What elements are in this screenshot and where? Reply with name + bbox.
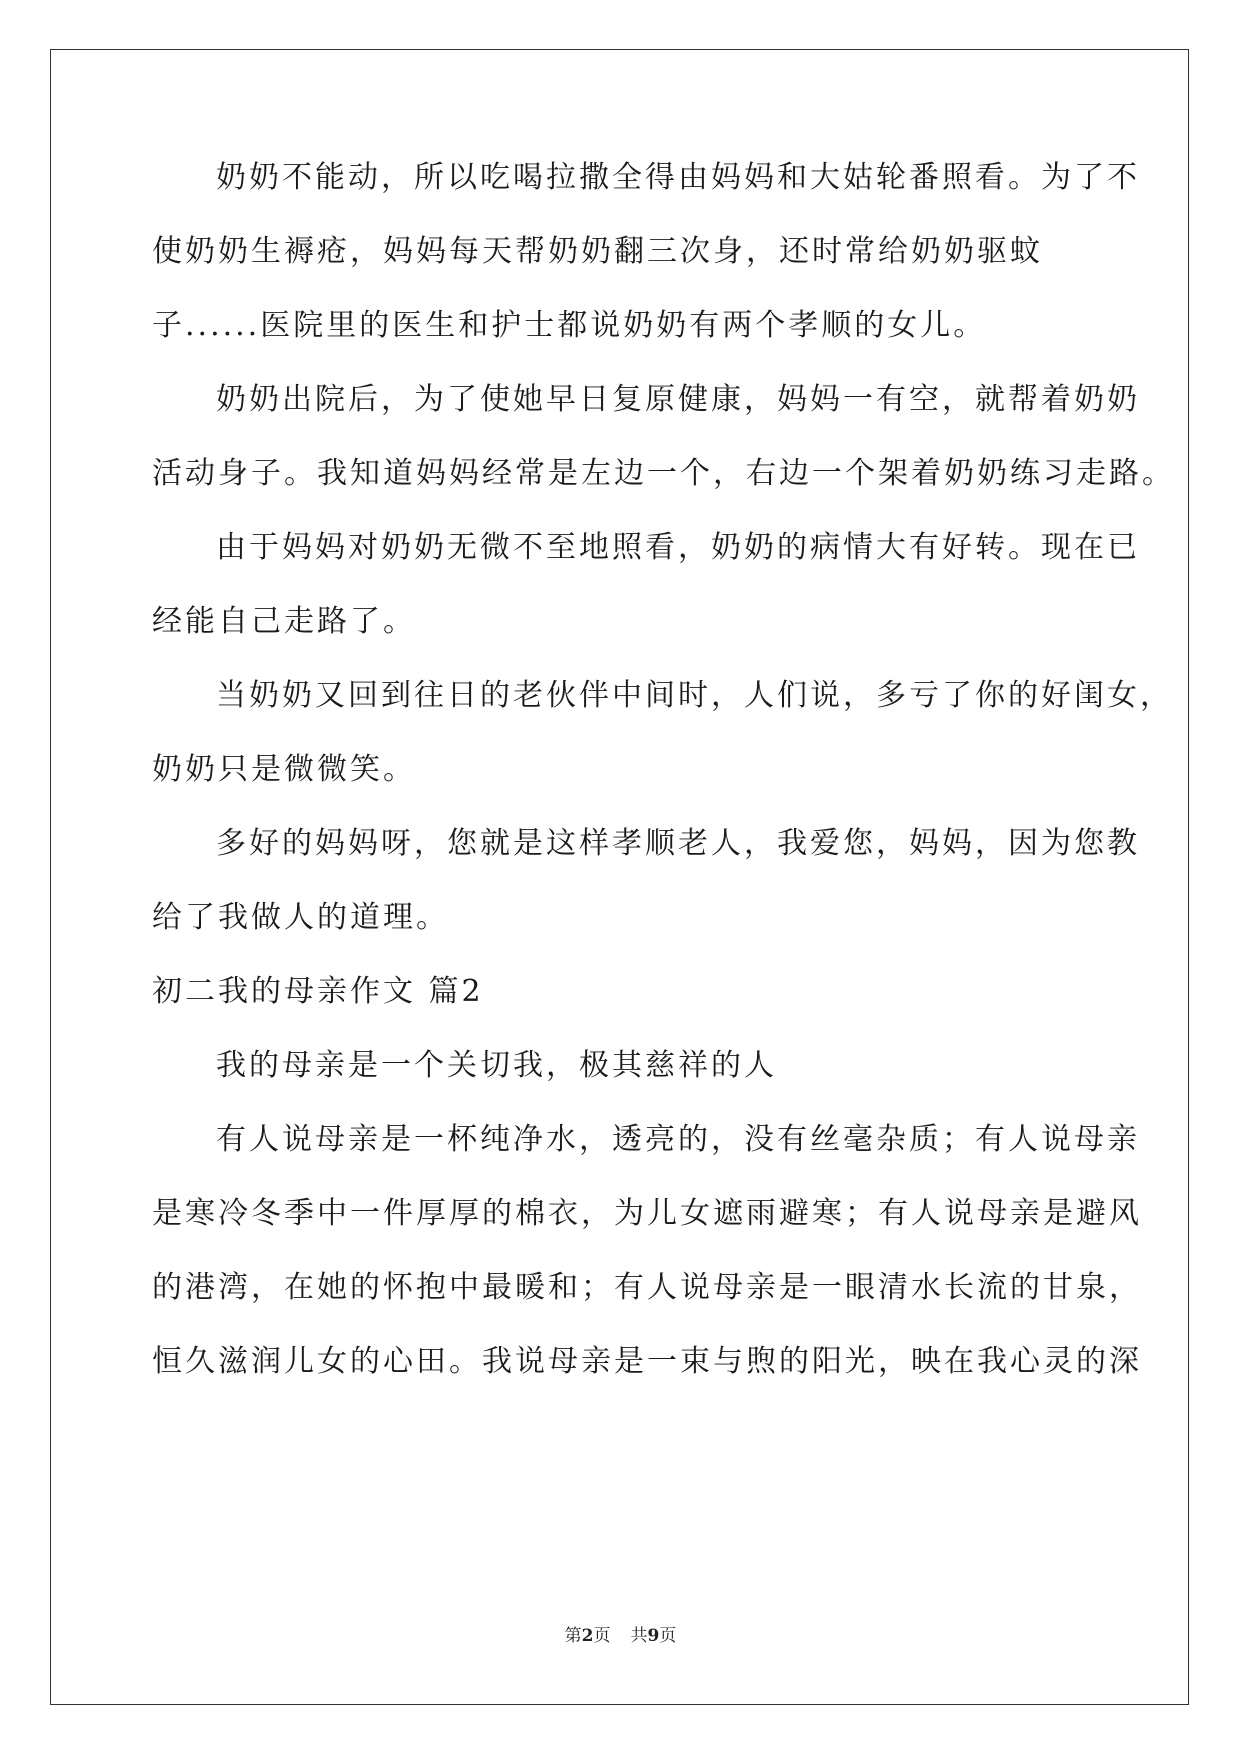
text-line: 经能自己走路了。 — [152, 604, 416, 639]
text-line: 恒久滋润儿女的心田。我说母亲是一束与煦的阳光，映在我心灵的深 — [152, 1344, 1142, 1379]
text-line: 有人说母亲是一杯纯净水，透亮的，没有丝毫杂质；有人说母亲 — [216, 1122, 1140, 1157]
text-line: 子......医院里的医生和护士都说奶奶有两个孝顺的女儿。 — [152, 308, 987, 343]
text-line: 由于妈妈对奶奶无微不至地照看，奶奶的病情大有好转。现在已 — [216, 530, 1140, 565]
text-line: 多好的妈妈呀，您就是这样孝顺老人，我爱您，妈妈，因为您教 — [216, 826, 1140, 861]
total-suffix: 页 — [659, 1626, 677, 1646]
text-line: 的港湾，在她的怀抱中最暖和；有人说母亲是一眼清水长流的甘泉， — [152, 1270, 1142, 1305]
text-line: 活动身子。我知道妈妈经常是左边一个，右边一个架着奶奶练习走路。 — [152, 456, 1175, 491]
text-line: 给了我做人的道理。 — [152, 900, 449, 935]
text-line: 奶奶只是微微笑。 — [152, 752, 416, 787]
text-line: 奶奶不能动，所以吃喝拉撒全得由妈妈和大姑轮番照看。为了不 — [216, 160, 1140, 195]
text-line: 我的母亲是一个关切我，极其慈祥的人 — [216, 1048, 777, 1083]
text-line: 是寒冷冬季中一件厚厚的棉衣，为儿女遮雨避寒；有人说母亲是避风 — [152, 1196, 1142, 1231]
page-footer — [0, 1625, 1241, 1647]
text-line: 使奶奶生褥疮，妈妈每天帮奶奶翻三次身，还时常给奶奶驱蚊 — [152, 234, 1043, 269]
text-line: 当奶奶又回到往日的老伙伴中间时，人们说，多亏了你的好闺女， — [216, 678, 1173, 713]
total-prefix: 共 — [630, 1626, 648, 1646]
page-number: 2 — [581, 1626, 594, 1646]
page-suffix: 页 — [593, 1626, 611, 1646]
total-pages: 9 — [647, 1626, 660, 1646]
page-border — [50, 49, 1189, 1705]
page-prefix: 第 — [564, 1626, 582, 1646]
text-line: 奶奶出院后，为了使她早日复原健康，妈妈一有空，就帮着奶奶 — [216, 382, 1140, 417]
section-heading: 初二我的母亲作文 篇2 — [152, 974, 484, 1009]
